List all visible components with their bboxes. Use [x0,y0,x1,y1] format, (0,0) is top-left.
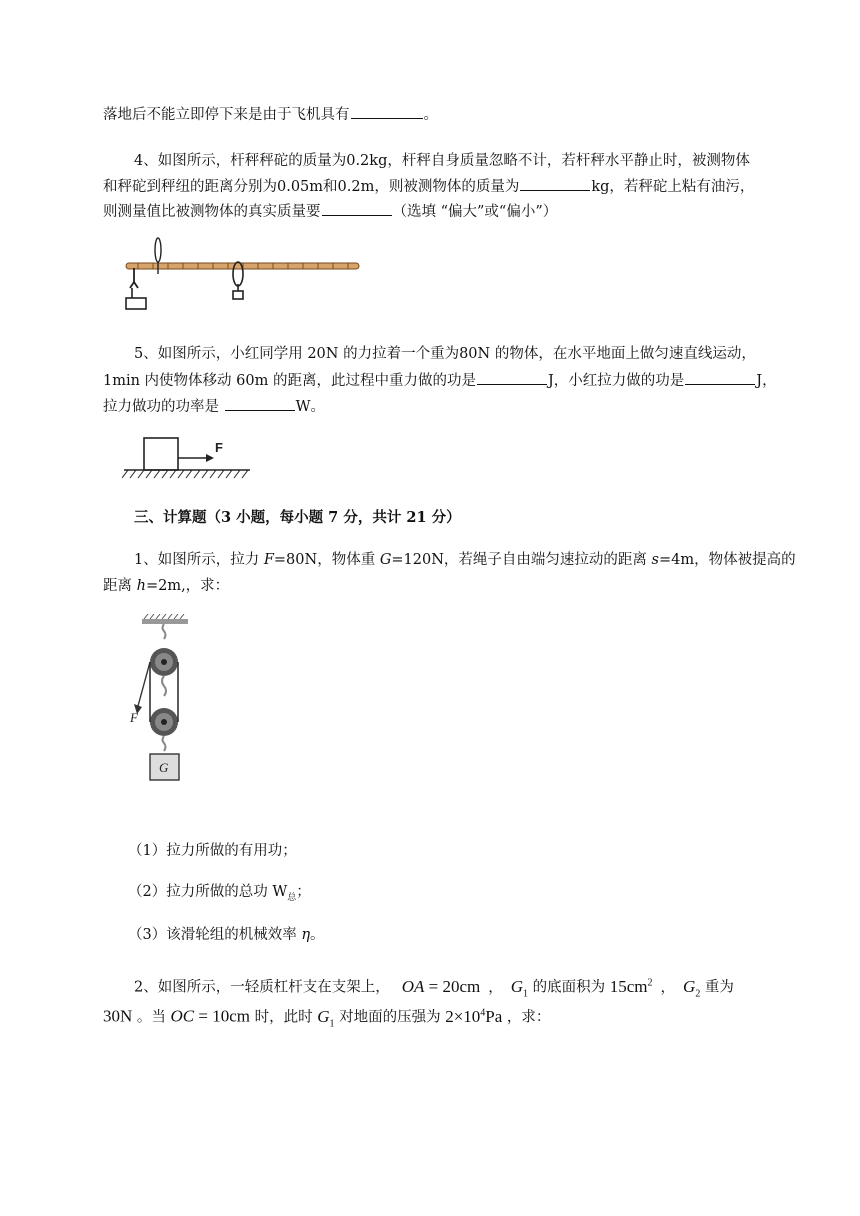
q3-tail-line: 落地后不能立即停下来是由于飞机具有 。 [103,104,438,125]
q3-tail-text: 落地后不能立即停下来是由于飞机具有 [103,107,350,123]
q5-line-1: 5、如图所示，小红同学用 20N 的力拉着一个重为80N 的物体，在水平地面上做匀速直线运动， [134,346,756,362]
q4-line-2: 和秤砣到秤纽的距离分别为0.05m和0.2m，则被测物体的质量为 kg，若秤砣上粘有油污， [103,176,754,197]
c1-sub-3: （3）该滑轮组的机械效率 η。 [128,927,325,943]
answer-blank[interactable] [520,176,590,191]
c1-line-1: 1、如图所示，拉力 F=80N，物体重 G=120N，若绳子自由端匀速拉动的距离 s=4m，物体被提高的 [134,552,796,568]
pulley-figure [126,614,196,784]
steelyard-figure [118,236,368,316]
answer-blank[interactable] [477,370,547,385]
q5-line-3: 拉力做功的功率是 W。 [103,396,325,417]
q4-line-1: 4、如图所示，杆秤秤砣的质量为0.2kg，杆秤自身质量忽略不计，若杆秤水平静止时，被测物体 [134,153,750,169]
c2-line-1: 2、如图所示，一轻质杠杆支在支架上， OA = 20cm ， $G_1$ 的底面积为 $15cm^2$ ， $G_2$ 重为 [134,976,734,1000]
q4-line-3: 则测量值比被测物体的真实质量要 （选填 “偏大”或“偏小”） [103,201,557,222]
section-title: 三、计算题（3 小题，每小题 7 分，共计 21 分） [134,509,461,526]
c1-sub-1: （1）拉力所做的有用功； [128,843,297,859]
answer-blank[interactable] [685,370,755,385]
answer-blank[interactable] [351,104,423,119]
c1-sub-2: （2）拉力所做的总功 $W_总$； [128,884,311,903]
c2-line-2: 30N 。当 OC = 10cm 时，此时 $G_1$ 对地面的压强为 $2\times 10^4Pa$ ，求： [103,1006,551,1030]
c1-line-2: 距离 h=2m,，求： [103,578,230,594]
pulley-force-label: F [130,710,138,725]
q5-line-2: 1min 内使物体移动 60m 的距离，此过程中重力做的功是 J，小红拉力做的功是 J， [103,370,777,391]
answer-blank[interactable] [225,396,295,411]
block-pull-figure [122,432,252,482]
answer-blank[interactable] [322,201,392,216]
force-label: F [215,440,223,455]
weight-label: G [159,760,169,775]
